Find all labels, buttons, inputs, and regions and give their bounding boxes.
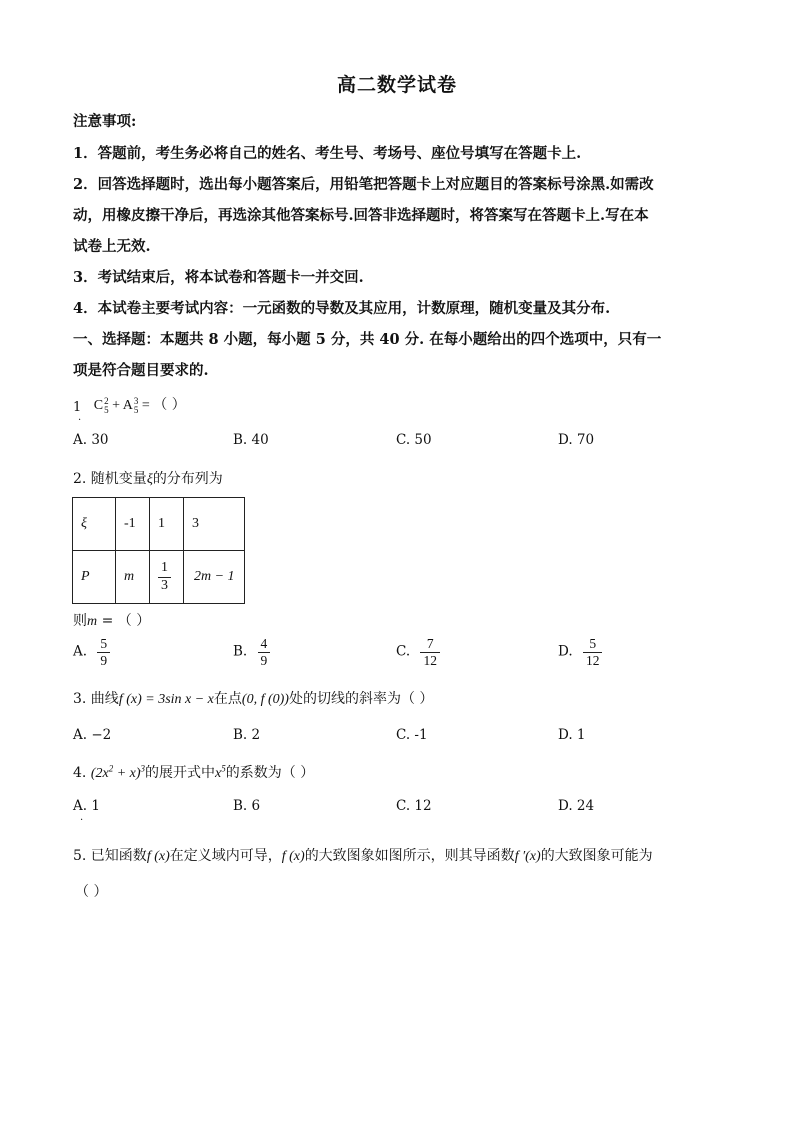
q5-suffix: 的大致图象可能为 xyxy=(540,848,653,864)
q2-ask-m: m xyxy=(87,614,98,629)
table-cell-3: 3 xyxy=(184,498,245,551)
q5-f1: f (x) xyxy=(146,849,170,864)
q1-expr xyxy=(94,398,154,413)
q1-a-sup: 3 xyxy=(133,396,139,406)
q5-mid2: 的大致图象如图所示，则其导函数 xyxy=(304,848,515,864)
q2-option-d-label: D. xyxy=(558,643,573,660)
q5-answer-paren: （ ） xyxy=(75,884,108,900)
q2-option-b-num: 4 xyxy=(258,636,271,653)
notice-heading: 注意事项: xyxy=(73,113,137,130)
q1-a: A xyxy=(122,398,133,414)
section-heading-line1: 一、选择题：本题共 8 小题，每小题 5 分，共 40 分. 在每小题给出的四个选项中，只有一 xyxy=(73,331,662,348)
q2-option-d xyxy=(558,636,602,668)
q4-expr xyxy=(90,763,146,781)
q3-mid: 在点 xyxy=(213,691,242,707)
q3-point: (0, f (0)) xyxy=(241,692,289,707)
table-cell-m: m xyxy=(116,551,150,604)
notice-item-2: 2．回答选择题时，选出每小题答案后，用铅笔把答题卡上对应题目的答案标号涂黑.如需改 xyxy=(73,176,654,193)
q3-func: f (x) = 3sin x − x xyxy=(118,692,214,707)
q4-option-a: A. 1 xyxy=(73,798,100,814)
table-cell-2m-1: 2m − 1 xyxy=(184,551,245,604)
section-heading-line2: 项是符合题目要求的. xyxy=(73,362,209,379)
q3-option-d: D. 1 xyxy=(558,727,586,743)
q1-plus: + xyxy=(112,398,120,414)
table-cell-neg1: -1 xyxy=(116,498,150,551)
notice-item-3: 3．考试结束后，将本试卷和答题卡一并交回. xyxy=(73,269,364,286)
q2-ask-prefix: 则 xyxy=(73,613,87,629)
q4-mid: 的展开式中 xyxy=(145,765,216,781)
notice-item-2-cont: 动，用橡皮擦干净后，再选涂其他答案标号.回答非选择题时，将答案写在答题卡上.写在本 xyxy=(73,207,649,224)
q1-answer-paren: （ ） xyxy=(153,397,186,414)
question-4 xyxy=(73,762,314,782)
q2-option-c-den: 12 xyxy=(423,652,437,668)
page-title: 高二数学试卷 xyxy=(336,74,457,96)
q1-a-sub: 5 xyxy=(133,405,139,415)
q1-c: C xyxy=(93,398,104,414)
question-1 xyxy=(73,392,186,415)
table-cell-xi: ξ xyxy=(73,498,116,551)
q4-expr-b-sup: 3 xyxy=(140,763,146,774)
q4-suffix: 的系数为（ ） xyxy=(225,765,315,781)
notice-item-2-end: 试卷上无效. xyxy=(73,238,151,255)
q2-prefix: 2. 随机变量 xyxy=(73,471,147,487)
q4-option-d: D. 24 xyxy=(558,798,595,814)
q4-prefix: 4. xyxy=(73,765,91,781)
q1-option-a: A. 30 xyxy=(73,432,109,448)
q3-prefix: 3. 曲线 xyxy=(73,691,119,707)
q1-option-c: C. 50 xyxy=(396,432,432,448)
q3-option-b: B. 2 xyxy=(233,727,261,743)
frac-denominator: 3 xyxy=(161,577,168,593)
q5-mid1: 在定义域内可导， xyxy=(169,848,282,864)
q4-option-c: C. 12 xyxy=(396,798,432,814)
question-1-number: 1 xyxy=(73,400,82,415)
q1-option-d: D. 70 xyxy=(558,432,595,448)
q1-c-sub: 5 xyxy=(104,405,109,415)
q2-suffix: 的分布列为 xyxy=(152,471,223,487)
question-2 xyxy=(73,468,223,488)
q4-term: x xyxy=(215,766,222,781)
q1-option-b: B. 40 xyxy=(233,432,269,448)
q2-option-a-num: 5 xyxy=(97,636,110,653)
question-3 xyxy=(73,688,433,708)
question-5 xyxy=(73,845,653,865)
frac-numerator: 1 xyxy=(158,560,171,577)
q2-option-a xyxy=(73,636,110,668)
notice-item-4: 4．本试卷主要考试内容：一元函数的导数及其应用，计数原理，随机变量及其分布. xyxy=(73,300,611,317)
q2-option-a-den: 9 xyxy=(100,652,108,668)
q2-xi: ξ xyxy=(146,472,153,487)
q2-ask xyxy=(73,610,150,630)
q1-dot: . xyxy=(78,412,82,423)
q2-option-c-label: C. xyxy=(396,643,411,660)
q2-option-b-den: 9 xyxy=(260,652,268,668)
q4-expr-a-sup: 2 xyxy=(108,763,114,774)
q3-option-c: C. -1 xyxy=(396,727,428,743)
q2-option-b-label: B. xyxy=(233,643,248,660)
table-cell-1: 1 xyxy=(150,498,184,551)
q3-option-a: A. −2 xyxy=(73,727,112,743)
q5-f2: f (x) xyxy=(281,849,305,864)
q4-expr-a: (2x xyxy=(90,766,109,781)
distribution-table xyxy=(72,497,245,604)
q2-option-a-label: A. xyxy=(73,643,88,660)
q4-expr-b: + x) xyxy=(113,766,141,781)
q1-eq: = xyxy=(141,398,150,414)
q4-option-b: B. 6 xyxy=(233,798,261,814)
q2-option-c-num: 7 xyxy=(420,636,440,653)
q2-option-d-num: 5 xyxy=(583,636,603,653)
notice-item-1: 1．答题前，考生务必将自己的姓名、考生号、考场号、座位号填写在答题卡上. xyxy=(73,145,582,162)
q4-dot: . xyxy=(80,812,84,823)
q2-option-d-den: 12 xyxy=(585,652,600,668)
q2-option-b xyxy=(233,636,270,668)
table-cell-one-third xyxy=(150,551,184,604)
q5-prefix: 5. 已知函数 xyxy=(73,848,147,864)
table-cell-p: P xyxy=(73,551,116,604)
q2-ask-suffix: = （ ） xyxy=(97,613,151,629)
q3-suffix: 处的切线的斜率为（ ） xyxy=(288,691,434,707)
q5-f3: f ′(x) xyxy=(514,849,541,864)
q4-term-sup: 5 xyxy=(221,763,226,774)
q2-option-c xyxy=(396,636,440,668)
q1-c-sup: 2 xyxy=(104,396,109,406)
